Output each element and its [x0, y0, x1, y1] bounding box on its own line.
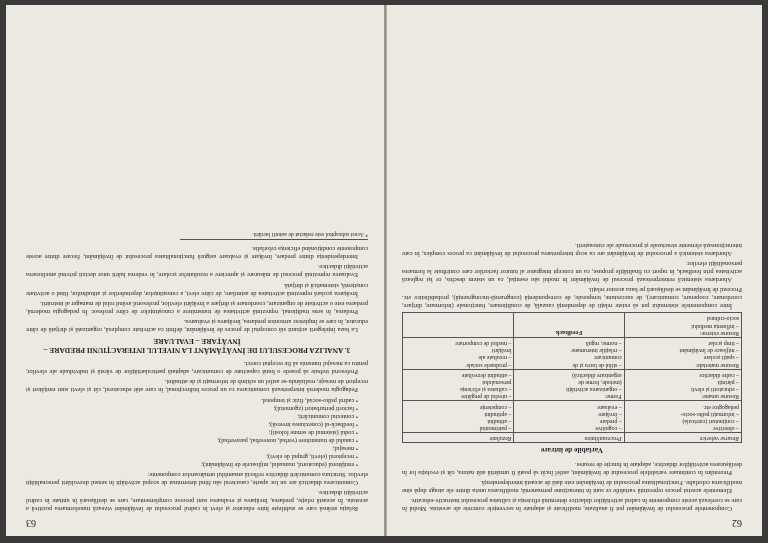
list-item: • cadrul psiho-social, fizic și temporal.	[26, 396, 358, 404]
cell-line: – patrimoniul	[479, 425, 512, 432]
cell-line: – educatorii și elevii	[691, 386, 739, 393]
cell-line: – învățare	[598, 410, 622, 417]
cell-line: – cadre didactice	[699, 371, 739, 378]
cell-line: – aptitudini	[484, 410, 512, 417]
paragraph: Interdependența dintre predare, învățare și evaluare asigură funcționalitatea procesului de învățământ, fiecare dintre aceste componente condiționând eficiența celorlalte.	[26, 245, 368, 261]
footnote: * Acest subcapitol este redactat de autorii lucrării.	[180, 231, 368, 240]
cell-line: – predare	[599, 418, 622, 425]
table-cell	[514, 401, 624, 433]
cell-line: (metode, forme de	[578, 379, 622, 386]
table-title: Variabile de intrare	[541, 446, 603, 456]
paragraph: Profesorul trebuie să posede o bună capacitate de comunicare, adaptată particularităților de vârstă și individuale ale elevilor, pentru ca mesajul transmis să fie receptat corect.	[26, 360, 368, 376]
list-item: • factorii perturbatori (zgomotul);	[26, 404, 358, 412]
paragraph: Componentele procesului de învățământ pot fi analizate, modificate și adaptate în secvențele concrete ale acestuia. Modul în care se corelează aceste componente în cadrul activităților didactice determină eficiența și calitatea procesului instructiv-educativ.	[402, 496, 742, 512]
page-number: 62	[732, 517, 742, 528]
table-row	[403, 401, 742, 433]
paragraph: Pedagogia modernă interpretează comunicarea ca un proces bidirecțional, în care atât educatorul, cât și elevii sunt emițători și receptori de mesaje, realizându-se astfel un schimb de informații și de atitudini.	[26, 378, 368, 394]
paragraph: La baza înțelegerii acțiunii stă conceptul de proces de învățământ, definit ca activitate complexă, organizată și dirijată de către educator, în care se împletesc armonios predarea, învățarea și evaluarea.	[26, 317, 368, 333]
cell-line: – calitatea și eficiența	[460, 386, 512, 393]
feedback-cell	[514, 313, 624, 338]
table-cell	[624, 369, 741, 401]
table-cell	[403, 369, 514, 401]
table-cell	[403, 401, 514, 433]
table-cell	[624, 337, 741, 369]
cell-line: – spații școlare	[703, 354, 739, 361]
cell-line: Resurse umane:	[701, 393, 739, 400]
paragraph: Prezentăm în continuare variabilele procesului de învățământ, astfel încât să poată fi urmărită atât natura, cât și evoluția lor în desfășurarea activităților didactice, adaptate în funcție de resurse.	[402, 460, 742, 476]
list-item: • emițătorul (educatorul, manualul, mijloacele de învățământ);	[26, 460, 358, 468]
cell-line: pedagogice etc.	[702, 403, 739, 410]
variables-table	[402, 312, 742, 443]
paragraph: Predarea, în sens tradițional, reprezintă activitatea de transmitere a cunoștințelor de către profesor. În pedagogia modernă, predarea este o activitate de organizare, coordonare și dirijare a învățării elevilor, profesorul având rolul de manager al instruirii.	[26, 299, 368, 315]
cell-line: – relațiile interumane	[571, 347, 622, 354]
cell-line: – obiective	[712, 425, 739, 432]
paragraph: Învățarea școlară reprezintă activitatea de asimilare, de către elevi, a cunoștințelor, deprinderilor și atitudinilor, fiind o activitate conștientă, sistematică și dirijată.	[26, 281, 368, 297]
paragraph: Între componentele sistemului pot să existe relații de dependență cauzală, de condiționare, funcționale (informare, dirijare, coordonare, cooperare, comunicare), de succesiune, temporale, de corespondență (congruență-incongruență), probabilistice etc. Procesul de învățământ se desfășoară pe baza acestor relații.	[402, 286, 742, 310]
paragraph: Evaluarea reprezintă procesul de măsurare și apreciere a rezultatelor școlare, în vederea luării unor decizii privind ameliorarea activității didactice.	[26, 263, 368, 279]
table-cell	[514, 369, 624, 401]
cell-line: – atitudini dezvoltate	[461, 371, 512, 378]
cell-line: comunicare	[594, 354, 622, 361]
table-cell	[624, 401, 741, 433]
table-cell	[624, 313, 741, 338]
cell-line: – produsele sociale	[466, 361, 512, 368]
paragraph: Abordarea sistemică reinterpretează procesul de învățământ în modul său esențial, ca un sistem deschis, ce își reglează activitatea prin feedback, în raport cu finalitățile propuse, ca un concept integrator al tuturor factorilor care contribuie la formarea personalității elevilor.	[402, 259, 742, 283]
cell-line: Resurse materiale:	[695, 361, 739, 368]
cell-line: personalului	[482, 379, 512, 386]
cell-line: – competențe	[479, 403, 512, 410]
cell-line: – atitudini	[487, 418, 512, 425]
left-page	[386, 5, 762, 536]
cell-line: învățării	[491, 347, 512, 354]
table-row	[403, 369, 742, 401]
page-number: 63	[26, 517, 36, 528]
cell-line: – organizarea activității	[566, 386, 622, 393]
paragraph: Comunicarea didactică are un loc aparte, caracterul său fiind determinat de scopul activității în sensul dezvoltării personalității elevilor. Structura comunicării didactice reflectă ansamblul următoarelor componente:	[26, 470, 368, 486]
cell-line: – stilul de lucru și de	[572, 361, 622, 368]
bullet-list	[26, 396, 358, 467]
paragraph: Relația strânsă care se stabilește între educator și elevi în cadrul procesului de învățământ vizează transformarea pozitivă a acestuia. În această relație, predarea, învățarea și evaluarea sunt procese complementare, care se desfășoară în unitate în cadrul activității didactice.	[26, 488, 368, 512]
feedback-label: Feedback	[555, 328, 583, 336]
paragraph: Elementele acestui proces reprezintă variabile ce sunt în interacțiune permanentă; modificarea uneia dintre ele atrage după sine modificarea celorlalte. Funcționalitatea procesului de învățământ este dată de această interdependență.	[402, 478, 742, 494]
list-item: • contextul comunicării;	[26, 412, 358, 420]
cell-line: – mijloace de învățământ	[679, 347, 739, 354]
table-row	[403, 337, 742, 369]
cell-line: Resurse externe:	[699, 329, 739, 336]
list-item: • canalul de transmitere (verbal, nonverbal, paraverbal);	[26, 436, 358, 444]
list-item: • codul (sistemul de semne folosit);	[26, 428, 358, 436]
cell-line: – timp școlar	[708, 340, 739, 346]
cell-line: – părinții	[717, 379, 739, 386]
table-cell	[403, 313, 514, 338]
table-cell	[514, 337, 624, 369]
cell-line: – norme, reguli	[585, 340, 622, 346]
cell-line: organizare didactică)	[572, 371, 622, 378]
list-item: • mesajul;	[26, 444, 358, 452]
right-page	[6, 5, 384, 536]
cell-line: – mediul de comportare	[455, 340, 512, 346]
list-item: • receptorul (elevii, grupul de elevi);	[26, 452, 358, 460]
cell-line: socio-cultural	[706, 315, 739, 322]
table-header: Procesualitatea	[514, 433, 624, 443]
table-header: Resurse valorice	[624, 433, 741, 443]
cell-line: Forme:	[604, 393, 622, 400]
table-header: Rezultate	[403, 433, 514, 443]
cell-line: – conținuturi (curricula)	[682, 418, 739, 425]
table-row	[403, 313, 742, 338]
cell-line: – nivelul de pregătire	[461, 393, 512, 400]
cell-line: – cognitive	[595, 425, 622, 432]
cell-line: – evaluare	[597, 403, 622, 410]
cell-line: – rezultate ale	[478, 354, 512, 361]
cell-line: – informații psiho-socio-	[680, 410, 739, 417]
table-cell	[403, 337, 514, 369]
list-item: • feedback-ul (conexiunea inversă);	[26, 420, 358, 428]
paragraph: Abordarea sistemică a procesului de învățământ are ca scop interpretarea procesului de învățământ ca proces complex, în care interacționează elemente structurale și procesuale ale cunoașterii.	[402, 241, 742, 257]
cell-line: – influența mediului	[691, 322, 739, 329]
section-heading: 3. ANALIZA PROCESULUI DE ÎNVĂȚĂMÂNT LA NIVELUL INTERACȚIUNII PREDARE – ÎNVĂȚARE – EVALUARE	[43, 337, 351, 355]
